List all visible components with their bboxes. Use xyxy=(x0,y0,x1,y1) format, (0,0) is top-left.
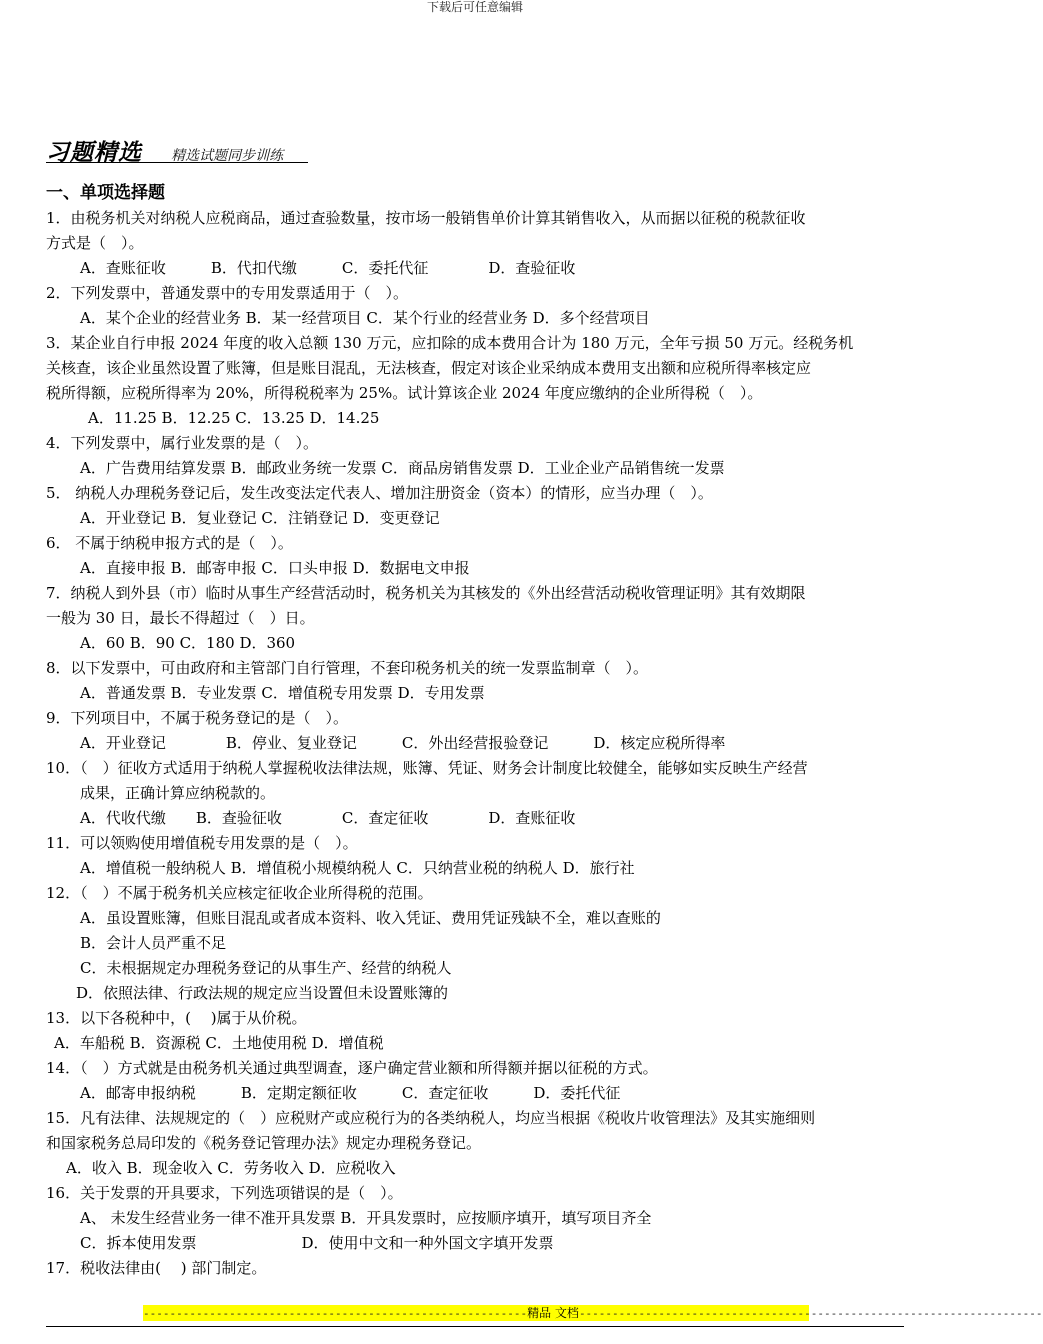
question-line: 8．以下发票中，可由政府和主管部门自行管理，不套印税务机关的统一发票监制章（ ）。 xyxy=(46,659,649,677)
option-line: A．邮寄申报纳税 B．定期定额征收 C．查定征收 D．委托代征 xyxy=(80,1084,621,1102)
question-line: 3．某企业自行申报 2024 年度的收入总额 130 万元，应扣除的成本费用合计为 180 万元，全年亏损 50 万元。经税务机 xyxy=(46,334,854,352)
option-line: A．查账征收 B．代扣代缴 C．委托代征 D．查验征收 xyxy=(80,259,576,277)
question-line: 1．由税务机关对纳税人应税商品，通过查验数量，按市场一般销售单价计算其销售收入，从而据以征税的税款征收 xyxy=(46,209,806,227)
option-line: A、 未发生经营业务一律不准开具发票 B．开具发票时，应按顺序填开，填写项目齐全 xyxy=(80,1209,652,1227)
header-note: 下载后可任意编辑 xyxy=(426,0,523,14)
option-line: A．虽设置账簿，但账目混乱或者成本资料、收入凭证、费用凭证残缺不全，难以查账的 xyxy=(80,909,661,927)
option-line: A．增值税一般纳税人 B．增值税小规模纳税人 C．只纳营业税的纳税人 D．旅行社 xyxy=(80,859,635,877)
option-line: C．未根据规定办理税务登记的从事生产、经营的纳税人 xyxy=(80,959,452,977)
option-line: D．依照法律、行政法规的规定应当设置但未设置账簿的 xyxy=(76,984,449,1002)
question-line: 税所得额，应税所得率为 20%，所得税税率为 25%。试计算该企业 2024 年度应缴纳的企业所得税（ ）。 xyxy=(46,384,763,402)
option-line: A．收入 B．现金收入 C．劳务收入 D．应税收入 xyxy=(66,1159,396,1177)
option-line: A．直接申报 B．邮寄申报 C．口头申报 D．数据电文申报 xyxy=(80,559,470,577)
option-line: A．开业登记 B．复业登记 C．注销登记 D．变更登记 xyxy=(80,509,440,527)
option-line: A．11.25 B．12.25 C．13.25 D．14.25 xyxy=(88,409,380,427)
question-line: 12．（ ）不属于税务机关应核定征收企业所得税的范围。 xyxy=(46,884,433,902)
question-line: 13．以下各税种中，( )属于从价税。 xyxy=(46,1009,307,1027)
question-line: 2．下列发票中，普通发票中的专用发票适用于（ ）。 xyxy=(46,284,409,302)
question-line: 11．可以领购使用增值税专用发票的是（ ）。 xyxy=(46,834,358,852)
footer-dashes-right: ---------------------------------------------------------------------- xyxy=(578,1307,1043,1320)
option-line: A．车船税 B．资源税 C．土地使用税 D．增值税 xyxy=(54,1034,384,1052)
footer-label: 精品 文档 xyxy=(527,1306,579,1320)
question-line: 15．凡有法律、法规规定的（ ）应税财产或应税行为的各类纳税人，均应当根据《税收片收管理法》及其实施细则 xyxy=(46,1109,816,1127)
option-line: A．代收代缴 B．查验征收 C．查定征收 D．查账征收 xyxy=(80,809,576,827)
part-heading: 一、单项选择题 xyxy=(46,183,165,203)
question-line: 方式是（ ）。 xyxy=(46,234,144,252)
question-line: 4．下列发票中，属行业发票的是（ ）。 xyxy=(46,434,319,452)
question-line: 一般为 30 日，最长不得超过（ ）日。 xyxy=(46,609,315,627)
question-line: 6． 不属于纳税申报方式的是（ ）。 xyxy=(46,534,293,552)
question-line: 成果，正确计算应纳税款的。 xyxy=(80,784,276,802)
question-line: 5． 纳税人办理税务登记后，发生改变法定代表人、增加注册资金（资本）的情形，应当办理（ ）。 xyxy=(46,484,713,502)
section-subtitle: 精选试题同步训练 xyxy=(171,148,284,164)
option-line: C．拆本使用发票 D．使用中文和一种外国文字填开发票 xyxy=(80,1234,554,1252)
option-line: A．60 B．90 C．180 D．360 xyxy=(80,634,296,652)
footer-banner xyxy=(143,1305,1043,1321)
question-line: 14．（ ）方式就是由税务机关通过典型调查，逐户确定营业额和所得额并据以征税的方式。 xyxy=(46,1059,658,1077)
option-line: A．某个企业的经营业务 B．某一经营项目 C．某个行业的经营业务 D．多个经营项目 xyxy=(80,309,650,327)
question-line: 17．税收法律由( ) 部门制定。 xyxy=(46,1259,267,1277)
footer-dashes-left: ---------------------------------------------------------- xyxy=(143,1307,528,1320)
question-line: 16．关于发票的开具要求，下列选项错误的是（ ）。 xyxy=(46,1184,403,1202)
option-line: A．广告费用结算发票 B．邮政业务统一发票 C．商品房销售发票 D．工业企业产品销售统一发票 xyxy=(80,459,725,477)
question-line: 7．纳税人到外县（市）临时从事生产经营活动时，税务机关为其核发的《外出经营活动税收管理证明》其有效期限 xyxy=(46,584,806,602)
footer-rule xyxy=(46,1326,904,1327)
question-line: 9．下列项目中，不属于税务登记的是（ ）。 xyxy=(46,709,349,727)
question-line: 10．（ ）征收方式适用于纳税人掌握税收法律法规，账簿、凭证、财务会计制度比较健全，能够如实反映生产经营 xyxy=(46,759,808,777)
option-line: B．会计人员严重不足 xyxy=(80,934,227,952)
option-line: A．开业登记 B．停业、复业登记 C．外出经营报验登记 D．核定应税所得率 xyxy=(80,734,726,752)
option-line: A．普通发票 B．专业发票 C．增值税专用发票 D．专用发票 xyxy=(80,684,485,702)
question-line: 关核查，该企业虽然设置了账簿，但是账目混乱，无法核查，假定对该企业采纳成本费用支出额和应税所得率核定应 xyxy=(46,359,812,377)
question-line: 和国家税务总局印发的《税务登记管理办法》规定办理税务登记。 xyxy=(46,1134,482,1152)
section-title: 习题精选 xyxy=(46,140,142,166)
section-underline xyxy=(46,162,308,163)
